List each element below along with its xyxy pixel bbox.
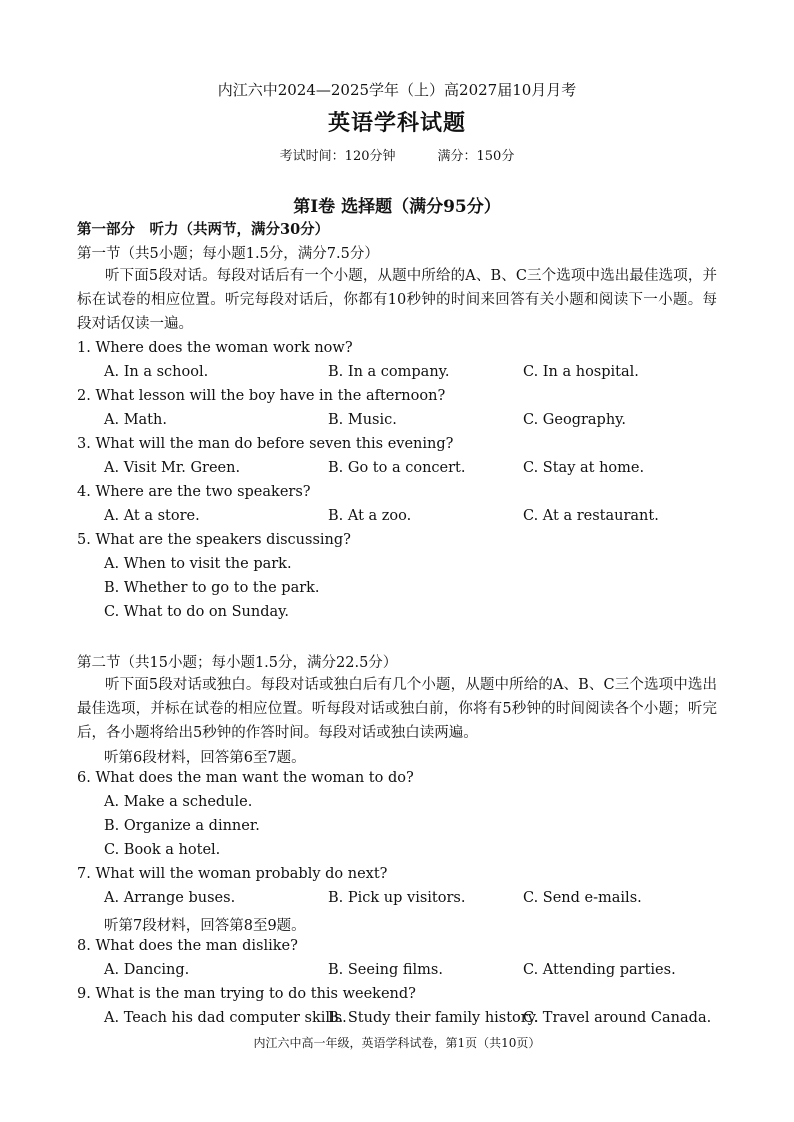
volume-title: 第Ⅰ卷 选择题（满分95分） (293, 197, 501, 217)
material-7-note: 听第7段材料，回答第8至9题。 (104, 918, 306, 934)
q5-option-c: C. What to do on Sunday. (104, 604, 289, 620)
q5-option-b: B. Whether to go to the park. (104, 580, 320, 596)
q2-option-b: B. Music. (328, 412, 397, 428)
q5-option-a: A. When to visit the park. (104, 556, 292, 572)
q6-option-c: C. Book a hotel. (104, 842, 221, 858)
section2-title: 第二节（共15小题；每小题1.5分，满分22.5分） (77, 655, 398, 671)
q9-option-a: A. Teach his dad computer skills. (104, 1010, 347, 1026)
q7-option-c: C. Send e-mails. (523, 890, 642, 906)
material-6-note: 听第6段材料，回答第6至7题。 (104, 750, 306, 766)
subject-title: 英语学科试题 (327, 110, 466, 136)
exam-time: 考试时间：120分钟 (279, 149, 396, 164)
q8-option-b: B. Seeing films. (328, 962, 443, 978)
exam-meta (0, 145, 794, 164)
q8-option-c: C. Attending parties. (523, 962, 676, 978)
question-2: 2. What lesson will the boy have in the afternoon? (77, 388, 446, 404)
q9-option-c: C. Travel around Canada. (523, 1010, 712, 1026)
q7-option-a: A. Arrange buses. (104, 890, 236, 906)
q1-option-c: C. In a hospital. (523, 364, 639, 380)
question-9: 9. What is the man trying to do this weekend? (77, 986, 416, 1002)
section1-title: 第一节（共5小题；每小题1.5分，满分7.5分） (77, 246, 379, 262)
question-3: 3. What will the man do before seven this evening? (77, 436, 454, 452)
q4-option-b: B. At a zoo. (328, 508, 412, 524)
q8-option-a: A. Dancing. (104, 962, 190, 978)
q3-option-a: A. Visit Mr. Green. (104, 460, 241, 476)
q1-option-b: B. In a company. (328, 364, 450, 380)
school-exam-line: 内江六中2024—2025学年（上）高2027届10月月考 (217, 81, 577, 99)
section1-instructions: 听下面5段对话。每段对话后有一个小题，从题中所给的A、B、C三个选项中选出最佳选项，并标在试卷的相应位置。听完每段对话后，你都有10秒钟的时间来回答有关小题和阅读下一小题。每段对话仅读一遍。 (77, 268, 717, 332)
question-6: 6. What does the man want the woman to do? (77, 770, 414, 786)
question-5: 5. What are the speakers discussing? (77, 532, 351, 548)
q3-option-c: C. Stay at home. (523, 460, 645, 476)
q1-option-a: A. In a school. (104, 364, 209, 380)
q6-option-a: A. Make a schedule. (104, 794, 253, 810)
question-8: 8. What does the man dislike? (77, 938, 298, 954)
part1-title: 第一部分 听力（共两节，满分30分） (77, 221, 330, 238)
full-score: 满分：150分 (437, 149, 515, 164)
question-1: 1. Where does the woman work now? (77, 340, 353, 356)
q6-option-b: B. Organize a dinner. (104, 818, 260, 834)
question-4: 4. Where are the two speakers? (77, 484, 311, 500)
q4-option-c: C. At a restaurant. (523, 508, 659, 524)
page-footer: 内江六中高一年级，英语学科试卷，第1页（共10页） (253, 1036, 541, 1050)
question-7: 7. What will the woman probably do next? (77, 866, 388, 882)
q2-option-a: A. Math. (104, 412, 167, 428)
q7-option-b: B. Pick up visitors. (328, 890, 466, 906)
q9-option-b: B. Study their family history. (328, 1010, 539, 1026)
q3-option-b: B. Go to a concert. (328, 460, 466, 476)
section2-instructions: 听下面5段对话或独白。每段对话或独白后有几个小题，从题中所给的A、B、C三个选项中选出最佳选项，并标在试卷的相应位置。听每段对话或独白前，你将有5秒钟的时间阅读各个小题；听完后，各小题将给出5秒钟的作答时间。每段对话或独白读两遍。 (77, 677, 717, 741)
q2-option-c: C. Geography. (523, 412, 627, 428)
q4-option-a: A. At a store. (104, 508, 200, 524)
